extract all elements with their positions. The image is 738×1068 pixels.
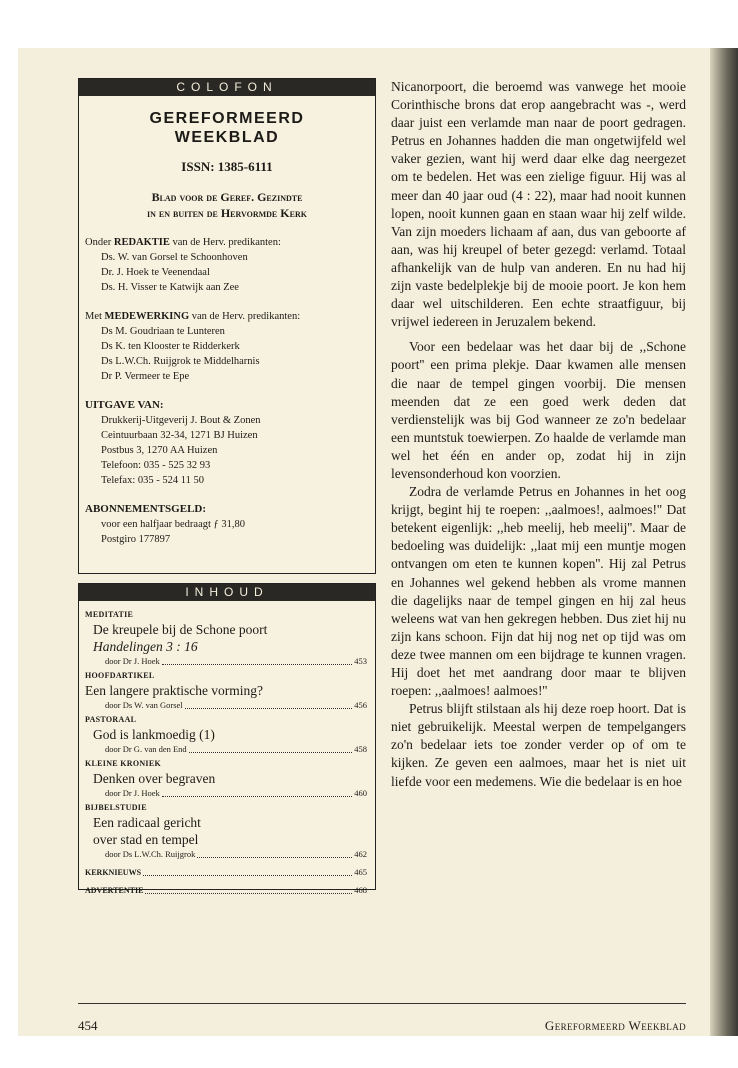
toc-subtitle: Handelingen 3 : 16: [93, 639, 198, 654]
table-of-contents: [79, 601, 375, 897]
toc-category: HOOFDARTIKEL: [85, 671, 155, 680]
article-paragraph: Zodra de verlamde Petrus en Johannes in het oog krijgt, begint hij te roepen: ,,aalmoes!, aalmoes!'' Dat betekent eigenlijk: ,,heb meelij, heb meelij''. Maar de bedoeling was duidelijk: ,,laat mij een muntje mogen ontvangen om eten te kunnen kopen''. Hij zal Petrus en Johannes wel gekend hebben als vrome mannen die dagelijks naar de tempel gingen en hij zal heus weleens wat van hen gekregen hebben. Dus ziet hij nu zijn kans schoon. Fijn dat hij nog net op tijd was om deze twee mannen om een bijdrage te kunnen vragen. Hij doet het met aandrang door maar te blijven roepen: ,,aalmoes! aalmoes!'': [391, 484, 686, 699]
abonnement-line: Postgiro 177897: [101, 534, 171, 545]
tagline: [79, 189, 375, 221]
tagline-line-2: in en buiten de Hervormde Kerk: [147, 206, 307, 220]
masthead-line-1: GEREFORMEERD: [149, 110, 305, 127]
redaktie-lead: Onder REDAKTIE van de Herv. predikanten:: [85, 237, 281, 248]
page-edge-shadow: [710, 48, 738, 1036]
redaktie-member: Ds. W. van Gorsel te Schoonhoven: [101, 252, 248, 263]
redaktie-section: [85, 235, 375, 295]
abonnement-line: voor een halfjaar bedraagt ƒ 31,80: [101, 519, 246, 530]
toc-title: Een langere praktische vorming?: [85, 683, 264, 698]
toc-author: door Dr J. Hoek: [105, 788, 160, 798]
uitgave-title: UITGAVE VAN:: [85, 399, 164, 411]
medewerking-section: [85, 309, 375, 384]
colofon-header: COLOFON: [79, 79, 375, 96]
toc-title: Denken over begraven: [93, 771, 216, 786]
inhoud-header: INHOUD: [79, 584, 375, 601]
footer-rule: [78, 1003, 686, 1004]
medewerking-member: Ds L.W.Ch. Ruijgrok te Middelharnis: [101, 356, 260, 367]
toc-title: Een radicaal gericht: [93, 815, 201, 830]
article-paragraph: Petrus blijft stilstaan als hij deze roep hoort. Dat is niet gebruikelijk. Meestal werpen de tempelgangers zo'n bedelaar iets toe zonder verder op of om te kijken. Ze geven een aalmoes, maar het is niet uit liefde voor een medemens. Wie die bedelaar is en hoe: [391, 701, 686, 789]
uitgave-line: Postbus 3, 1270 AA Huizen: [101, 445, 218, 456]
page-number: 454: [78, 1018, 98, 1033]
uitgave-line: Telefax: 035 - 524 11 50: [101, 475, 204, 486]
toc-page: 456: [354, 700, 367, 710]
medewerking-member: Dr P. Vermeer te Epe: [101, 371, 190, 382]
medewerking-member: Ds M. Goudriaan te Lunteren: [101, 326, 225, 337]
toc-author-line: [85, 699, 367, 712]
toc-category: BIJBELSTUDIE: [85, 803, 147, 812]
running-head: Gereformeerd Weekblad: [544, 1018, 686, 1033]
issn: ISSN: 1385-6111: [181, 159, 273, 174]
toc-page: 460: [354, 788, 367, 798]
uitgave-line: Drukkerij-Uitgeverij J. Bout & Zonen: [101, 415, 261, 426]
toc-author: door Ds L.W.Ch. Ruijgrok: [105, 849, 196, 859]
article-column: [391, 78, 686, 791]
colofon-box: [78, 78, 376, 574]
toc-title: De kreupele bij de Schone poort: [93, 622, 268, 637]
masthead: [79, 109, 375, 147]
tagline-line-1: Blad voor de Geref. Gezindte: [151, 190, 303, 204]
abonnement-title: ABONNEMENTSGELD:: [85, 503, 207, 515]
toc-advertentie: ADVERTENTIE 468: [85, 885, 367, 895]
uitgave-line: Ceintuurbaan 32-34, 1271 BJ Huizen: [101, 430, 258, 441]
toc-title-line-2: over stad en tempel: [93, 832, 199, 847]
masthead-line-2: WEEKBLAD: [174, 129, 280, 146]
article-paragraph: Nicanorpoort, die beroemd was vanwege het mooie Corinthische brons dat erop aangebracht was -, werd daar juist een verlamde man naar de poort gedragen. Petrus en Johannes hadden die man ongetwijfeld wel vaker gezien, want hij werd daar elke dag neergezet om te bedelen. Het was een zielige figuur. Hij was al meer dan 40 jaar oud (4 : 22), maar had nooit kunnen lopen, nooit kunnen gaan en staan waar hij zelf wilde. Van zijn moeders lichaam af aan, dus van geboorte af aan, was hij kreupel of beter gezegd: verlamd. Totaal afhankelijk van de hulp van anderen. En nu had hij zijn vaste bedelplekje bij de mooie poort. Je kon hem daar wel uitschilderen. Een echte straatfiguur, bij vrijwel iedereen in Jeruzalem bekend.: [391, 79, 686, 330]
inhoud-box: [78, 583, 376, 895]
redaktie-member: Dr. J. Hoek te Veenendaal: [101, 267, 210, 278]
toc-title: God is lankmoedig (1): [93, 727, 215, 742]
article-paragraph: Voor een bedelaar was het daar bij de ,,Schone poort'' een prima plekje. Daar kwamen alle mensen die naar de tempel gingen voorbij. Die mensen meenden dat ze een goed werk deden dat verdienstelijk was bij God wanneer ze zo'n bedelaar een muntstuk toewierpen. Zo haalde de verlamde man wel het één en ander op, zodat hij in zijn levensonderhoud kon voorzien.: [391, 339, 686, 481]
redaktie-member: Ds. H. Visser te Katwijk aan Zee: [101, 282, 239, 293]
toc-author-line: [85, 848, 367, 861]
toc-page: 458: [354, 744, 367, 754]
toc-author: door Dr G. van den End: [105, 744, 187, 754]
toc-page: 462: [354, 849, 367, 859]
toc-page: 453: [354, 656, 367, 666]
medewerking-member: Ds K. ten Klooster te Ridderkerk: [101, 341, 240, 352]
uitgave-line: Telefoon: 035 - 525 32 93: [101, 460, 211, 471]
medewerking-lead: Met MEDEWERKING van de Herv. predikanten:: [85, 311, 301, 322]
toc-category: KLEINE KRONIEK: [85, 759, 161, 768]
toc-kerknieuws: KERKNIEUWS 465: [85, 867, 367, 877]
toc-category: MEDITATIE: [85, 610, 134, 619]
toc-author-line: [85, 655, 367, 668]
toc-author-line: [85, 743, 367, 756]
toc-author: door Ds W. van Gorsel: [105, 700, 183, 710]
toc-author-line: [85, 787, 367, 800]
toc-category: PASTORAAL: [85, 715, 137, 724]
toc-author: door Dr J. Hoek: [105, 656, 160, 666]
